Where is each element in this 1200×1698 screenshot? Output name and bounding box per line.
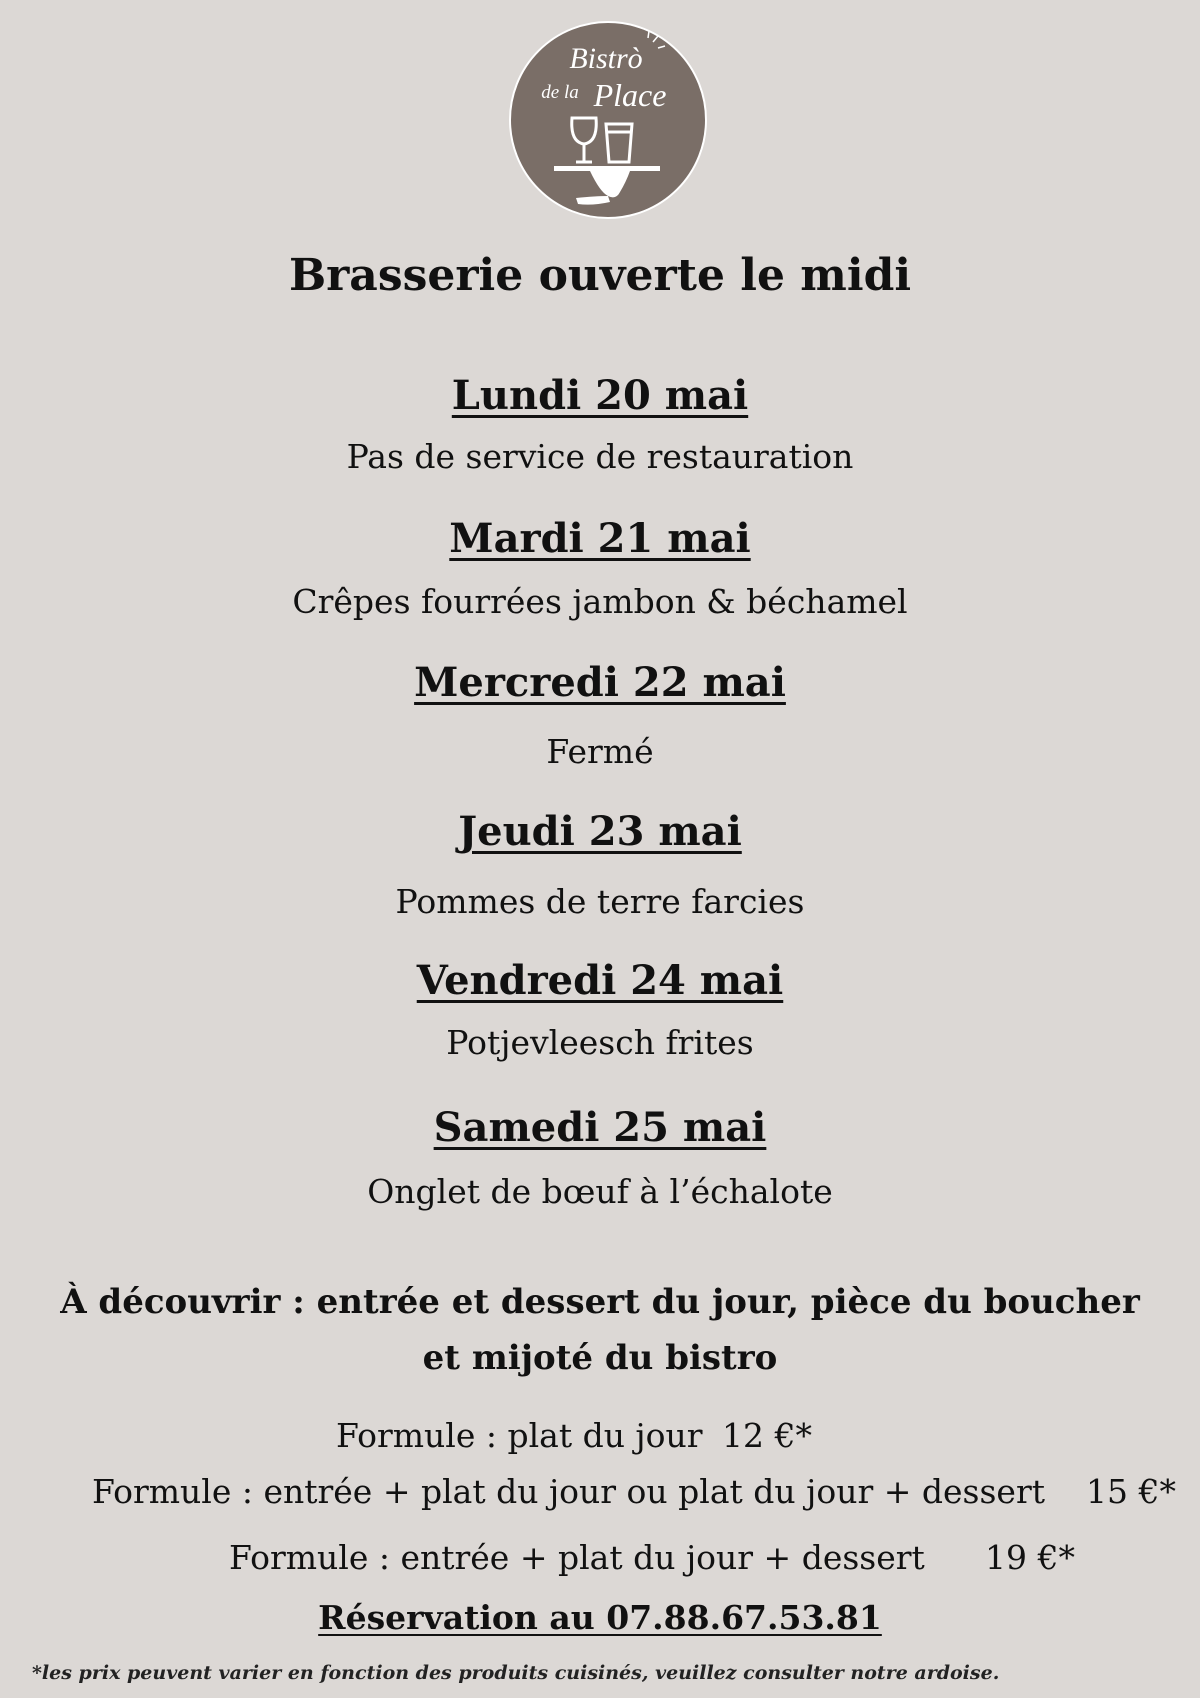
logo-text-de-la: de la (541, 82, 579, 103)
dish-friday: Potjevleesch frites (446, 1023, 754, 1062)
formula-label: Formule : plat du jour (336, 1416, 703, 1455)
formula-row-2 (92, 1470, 1176, 1514)
formula-label: Formule : entrée + plat du jour ou plat du jour + dessert (92, 1472, 1045, 1511)
formula-label: Formule : entrée + plat du jour + dessert (229, 1538, 925, 1577)
dish-saturday: Onglet de bœuf à l’échalote (367, 1172, 833, 1211)
dish-wednesday: Fermé (546, 732, 654, 771)
discover-text: À découvrir : entrée et dessert du jour, pièce du boucher et mijoté du bistro (60, 1282, 1140, 1378)
day-heading-friday: Vendredi 24 mai (416, 957, 784, 1004)
price-footnote: *les prix peuvent varier en fonction des produits cuisinés, veuillez consulter notre ardoise. (32, 1662, 1000, 1684)
formula-row-1 (336, 1414, 812, 1458)
day-heading-monday: Lundi 20 mai (451, 372, 749, 419)
logo-text-bistro: Bistrò (569, 42, 643, 75)
formula-price: 15 €* (1086, 1472, 1176, 1511)
page-title: Brasserie ouverte le midi (288, 250, 912, 301)
dish-tuesday: Crêpes fourrées jambon & béchamel (292, 582, 908, 621)
day-heading-tuesday: Mardi 21 mai (449, 515, 751, 562)
formula-price: 19 €* (985, 1538, 1075, 1577)
day-heading-thursday: Jeudi 23 mai (458, 808, 742, 855)
reservation-phone: Réservation au 07.88.67.53.81 (318, 1598, 882, 1637)
day-heading-wednesday: Mercredi 22 mai (414, 659, 786, 706)
bistro-logo (508, 20, 708, 220)
formula-row-3 (229, 1536, 1075, 1580)
day-heading-saturday: Samedi 25 mai (433, 1104, 767, 1151)
dish-thursday: Pommes de terre farcies (395, 882, 805, 921)
tray-icon (554, 166, 660, 171)
dish-monday: Pas de service de restauration (346, 437, 854, 476)
formula-price: 12 €* (722, 1416, 812, 1455)
logo-text-place: Place (593, 77, 667, 113)
